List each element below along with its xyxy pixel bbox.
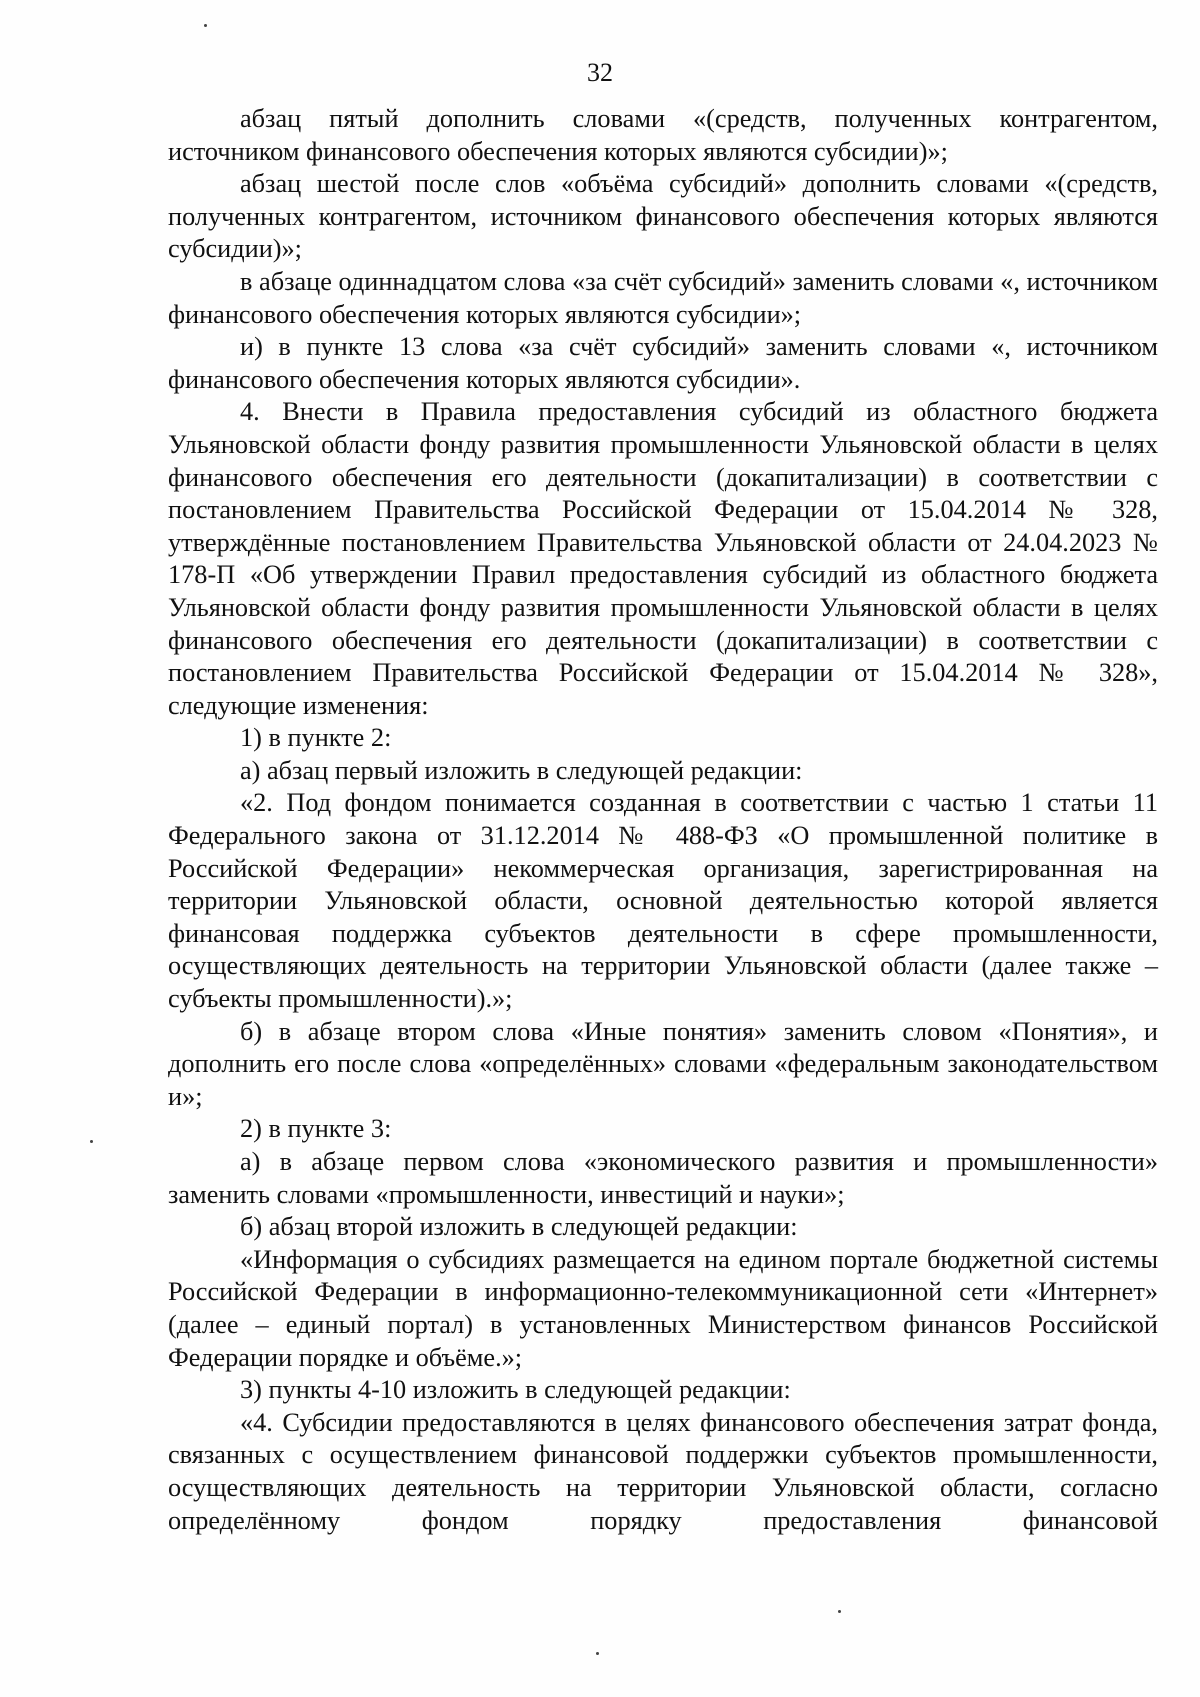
paragraph: «2. Под фондом понимается созданная в соответствии с частью 1 статьи 11 Федерального закона от 31.12.2014 № 488-ФЗ «О промышленной политике в Российской Федерации» некоммерческая организация, зарегистрированная на территории Ульяновской области, основной деятельностью которой является финансовая поддержка субъектов деятельности в сфере промышленности, осуществляющих деятельность на территории Ульяновской области (далее также – субъекты промышленности).»; bbox=[168, 788, 1158, 1014]
scan-speck bbox=[90, 1140, 93, 1143]
document-body bbox=[168, 103, 1158, 1537]
paragraph: 4. Внести в Правила предоставления субсидий из областного бюджета Ульяновской области фонду развития промышленности Ульяновской области в целях финансового обеспечения его деятельности (докапитализации) в соответствии с постановлением Правительства Российской Федерации от 15.04.2014 № 328, утверждённые постановлением Правительства Ульяновской области от 24.04.2023 № 178-П «Об утверждении Правил предоставления субсидий из областного бюджета Ульяновской области фонду развития промышленности Ульяновской области в целях финансового обеспечения его деятельности (докапитализации) в соответствии с постановлением Правительства Российской Федерации от 15.04.2014 № 328», следующие изменения: bbox=[168, 397, 1158, 720]
scan-speck bbox=[838, 1610, 841, 1613]
paragraph-continued: «4. Субсидии предоставляются в целях финансового обеспечения затрат фонда, связанных с осуществлением финансовой поддержки субъектов промышленности, осуществляющих деятельность на территории Ульяновской области, согласно определённому фондом порядку предоставления финансовой bbox=[168, 1407, 1158, 1535]
scan-speck bbox=[204, 24, 207, 27]
paragraph: в абзаце одиннадцатом слова «за счёт субсидий» заменить словами «, источником финансового обеспечения которых являются субсидии»; bbox=[168, 266, 1158, 329]
paragraph: а) в абзаце первом слова «экономического развития и промышленности» заменить словами «промышленности, инвестиций и науки»; bbox=[168, 1147, 1158, 1209]
paragraph: 2) в пункте 3: bbox=[240, 1114, 392, 1144]
scan-speck bbox=[596, 1652, 599, 1655]
paragraph: 3) пункты 4-10 изложить в следующей редакции: bbox=[240, 1375, 791, 1405]
page-number: 32 bbox=[587, 58, 613, 87]
paragraph: «Информация о субсидиях размещается на едином портале бюджетной системы Российской Федерации в информационно-телекоммуникационной сети «Интернет» (далее – единый портал) в установленных Министерством финансов Российской Федерации порядке и объёме.»; bbox=[168, 1244, 1158, 1372]
paragraph: абзац пятый дополнить словами «(средств, полученных контрагентом, источником финансового обеспечения которых являются субсидии)»; bbox=[168, 104, 1158, 166]
paragraph: и) в пункте 13 слова «за счёт субсидий» заменить словами «, источником финансового обеспечения которых являются субсидии». bbox=[168, 332, 1158, 394]
paragraph: б) в абзаце втором слова «Иные понятия» заменить словом «Понятия», и дополнить его после слова «определённых» словами «федеральным законодательством и»; bbox=[168, 1016, 1158, 1111]
paragraph: б) абзац второй изложить в следующей редакции: bbox=[240, 1212, 798, 1242]
paragraph: а) абзац первый изложить в следующей редакции: bbox=[240, 755, 803, 785]
paragraph: 1) в пункте 2: bbox=[240, 723, 392, 753]
paragraph: абзац шестой после слов «объёма субсидий» дополнить словами «(средств, полученных контрагентом, источником финансового обеспечения которых являются субсидии)»; bbox=[168, 169, 1158, 264]
